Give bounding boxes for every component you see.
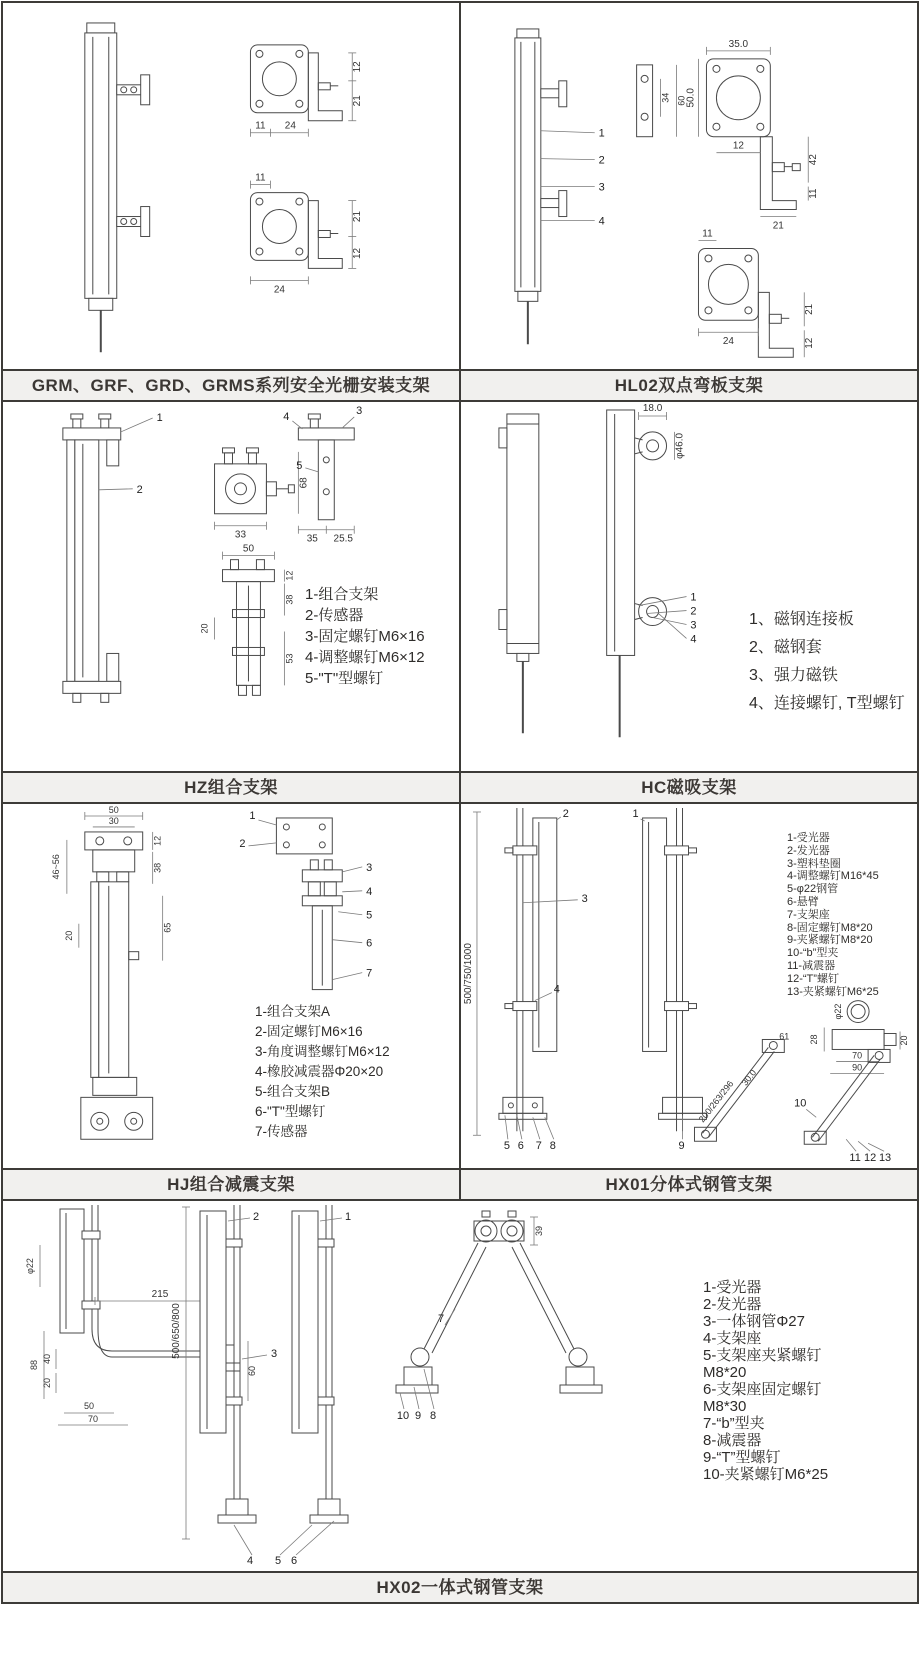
panel-title-hl02: HL02双点弯板支架 xyxy=(461,369,917,400)
dim-label: 40 xyxy=(42,1353,52,1365)
hj-assembly xyxy=(51,805,173,1139)
hj-detail-plate xyxy=(239,810,332,854)
dim-label: φ22 xyxy=(25,1258,35,1274)
panel-title-hx01: HX01分体式钢管支架 xyxy=(461,1168,917,1199)
hz-parts-list xyxy=(305,584,425,689)
callout-number: 3 xyxy=(581,892,588,905)
dim-label: 18.0 xyxy=(642,402,663,414)
dim-label: 42 xyxy=(808,154,820,166)
dim-label: φ46.0 xyxy=(674,432,686,459)
dim-label: 24 xyxy=(273,284,285,296)
dim-label: 38 xyxy=(284,594,295,605)
bracket-detail-top xyxy=(250,45,363,137)
bracket-detail-bottom xyxy=(698,228,815,357)
dim-label: 65 xyxy=(162,922,173,933)
callout-number: 2 xyxy=(598,154,605,167)
parts-list-item: 5-组合支架B xyxy=(255,1084,331,1099)
panel-title-hx02: HX02一体式钢管支架 xyxy=(3,1571,917,1602)
hx02-main-assembly xyxy=(171,1205,351,1567)
parts-list-item: 5-"T"型螺钉 xyxy=(305,670,384,687)
dim-label: 35.0 xyxy=(728,38,749,50)
dim-label: 61 xyxy=(779,1031,790,1042)
callout-number: 5 xyxy=(296,459,303,472)
hz-detail-plate xyxy=(215,448,310,541)
dim-label: 12 xyxy=(284,570,295,581)
arm-length-label: 200/263/296 xyxy=(696,1078,736,1125)
hz-detail-bracket xyxy=(283,405,362,545)
parts-list-item: 7-支架座 xyxy=(787,908,830,921)
callout-number: 8 xyxy=(549,1140,556,1153)
callout-number: 6 xyxy=(366,937,373,950)
parts-list-item: 2、磁钢套 xyxy=(749,639,822,656)
callout-number: 12 xyxy=(864,1152,877,1165)
parts-list-item: 2-传感器 xyxy=(305,607,364,624)
hc-front-view xyxy=(499,414,539,733)
callout-number: 4 xyxy=(553,983,560,996)
dim-label: 50.0 xyxy=(685,88,697,108)
parts-list-item: 12-“T”螺钉 xyxy=(787,972,839,985)
dim-label: 21 xyxy=(804,303,816,315)
dim-label: 25.5 xyxy=(333,533,353,545)
parts-list-item: 10-夹紧螺钉M6*25 xyxy=(703,1466,829,1483)
callout-number: 7 xyxy=(437,1313,445,1325)
panel-title-hj: HJ组合减震支架 xyxy=(3,1168,459,1199)
catalog-sheet xyxy=(1,1,919,1604)
panel-title-grm: GRM、GRF、GRD、GRMS系列安全光栅安装支架 xyxy=(3,369,459,400)
callout-number: 2 xyxy=(136,483,143,496)
callout-number: 1 xyxy=(156,411,163,424)
dim-label: 12 xyxy=(352,247,364,259)
parts-list-item: 1-组合支架 xyxy=(305,586,379,603)
callout-number: 3 xyxy=(690,619,697,632)
dim-label: 39 xyxy=(534,1225,544,1237)
callout-number: 4 xyxy=(690,633,697,646)
length-label: 500/650/800 xyxy=(171,1303,182,1359)
dim-label: 70 xyxy=(852,1050,863,1061)
parts-list-item: 3-固定螺钉M6×16 xyxy=(305,628,425,645)
callout-number: 4 xyxy=(366,885,373,898)
callout-number: 3 xyxy=(366,861,373,874)
callout-number: 1 xyxy=(344,1211,352,1223)
callout-number: 9 xyxy=(678,1140,685,1153)
parts-list-item: 11-减震器 xyxy=(787,959,836,972)
parts-list-item: 13-夹紧螺钉M6*25 xyxy=(787,985,879,998)
callout-number: 2 xyxy=(252,1211,260,1223)
dim-label: 215 xyxy=(151,1289,169,1300)
panel-title-hc: HC磁吸支架 xyxy=(461,771,917,802)
hx01-bars xyxy=(505,808,697,1131)
callout-number: 1 xyxy=(632,807,639,820)
dim-label: 50 xyxy=(108,804,119,815)
callout-number: 3 xyxy=(598,181,605,194)
parts-list-item: 1-组合支架A xyxy=(255,1004,331,1019)
dim-label: 20 xyxy=(199,623,210,634)
parts-list-item: 10-“b”型夹 xyxy=(787,947,839,960)
callout-number: 8 xyxy=(429,1410,437,1422)
dim-label: 20 xyxy=(899,1035,910,1046)
parts-list-item: 6-支架座固定螺钉 xyxy=(703,1381,822,1398)
parts-list-item: 4-橡胶减震器Φ20×20 xyxy=(255,1064,384,1079)
callout-leaders xyxy=(541,128,605,228)
parts-list-item: 5-φ22钢管 xyxy=(787,883,839,896)
parts-list-item: 4、连接螺钉, T型螺钉 xyxy=(749,695,905,712)
mini-bracket-detail xyxy=(637,65,687,137)
callout-number: 1 xyxy=(249,809,256,822)
panel-title-hz: HZ组合支架 xyxy=(3,771,459,802)
mounting-bracket-bottom xyxy=(117,207,150,237)
dim-label: 50 xyxy=(83,1401,95,1411)
parts-list-item: 1-受光器 xyxy=(787,832,830,844)
dim-label: 12 xyxy=(732,140,744,152)
parts-list-item: 3-一体钢管Φ27 xyxy=(703,1313,805,1330)
dim-label: 24 xyxy=(284,120,296,132)
callout-number: 5 xyxy=(366,909,373,922)
callout-number: 2 xyxy=(562,807,569,820)
parts-list-item: 6-悬臂 xyxy=(787,895,819,908)
dim-label: 35 xyxy=(306,533,318,545)
callout-number: 6 xyxy=(517,1140,524,1153)
dim-label: 30 xyxy=(108,815,119,826)
hx01-pipe-detail xyxy=(809,1001,909,1074)
light-curtain xyxy=(85,23,117,352)
callout-number: 7 xyxy=(366,967,373,980)
callout-number: 4 xyxy=(598,215,605,228)
dim-label: 33 xyxy=(234,529,247,541)
callout-number: 1 xyxy=(690,591,697,604)
dim-label: 46~56 xyxy=(50,854,61,880)
dim-label: 21 xyxy=(352,95,364,107)
parts-list-item: 9-“T”型螺钉 xyxy=(703,1449,781,1466)
parts-list-item: 8-固定螺钉M8*20 xyxy=(787,921,873,934)
parts-list-item: 4-调整螺钉M16*45 xyxy=(787,870,879,883)
dim-label: 68 xyxy=(298,477,310,489)
dim-label: 30.0 xyxy=(739,1067,759,1088)
panel-grm xyxy=(3,3,459,400)
dim-label: 12 xyxy=(152,835,163,846)
callout-number: 6 xyxy=(290,1555,298,1567)
parts-list-item: 1-受光器 xyxy=(703,1279,762,1296)
callout-number: 13 xyxy=(878,1152,892,1165)
parts-list-item: 7-传感器 xyxy=(255,1124,308,1139)
hc-side-view xyxy=(607,403,686,737)
dim-label: 38 xyxy=(152,862,163,873)
hj-detail-stack xyxy=(302,860,372,990)
hx01-length-dim xyxy=(463,812,481,1135)
parts-list-item: 2-固定螺钉M6×16 xyxy=(255,1024,363,1039)
row-1 xyxy=(3,3,917,402)
length-label: 500/750/1000 xyxy=(462,943,474,1005)
parts-list-item: M8*30 xyxy=(703,1398,747,1415)
dim-label: 88 xyxy=(29,1359,39,1371)
dim-label: 24 xyxy=(722,336,734,348)
dim-label: 60 xyxy=(247,1365,257,1377)
callout-number: 10 xyxy=(396,1410,410,1422)
hx02-a-frame xyxy=(396,1211,602,1422)
callout-number: 5 xyxy=(274,1555,282,1567)
parts-list-item: M8*20 xyxy=(703,1364,747,1381)
dim-label: 20 xyxy=(42,1377,52,1389)
callout-number: 2 xyxy=(239,837,246,850)
hc-parts-list xyxy=(749,606,905,718)
parts-list-item: 2-发光器 xyxy=(703,1296,762,1313)
callout-number: 1 xyxy=(598,127,605,140)
panel-hx02 xyxy=(3,1201,917,1602)
parts-list-item: 4-支架座 xyxy=(703,1330,762,1347)
callout-number: 4 xyxy=(283,410,290,423)
callout-number: 3 xyxy=(356,404,363,417)
callout-number: 9 xyxy=(414,1410,422,1422)
bracket-detail-top xyxy=(685,39,819,232)
dim-label: 20 xyxy=(63,930,74,941)
dim-label: 12 xyxy=(804,337,816,349)
parts-list-item: 7-“b”型夹 xyxy=(703,1415,765,1432)
dim-label: 34 xyxy=(660,92,671,103)
hx02-parts-list xyxy=(703,1279,828,1483)
dim-label: 11 xyxy=(702,228,713,240)
dim-label: 50 xyxy=(242,543,255,555)
parts-list-item: 4-调整螺钉M6×12 xyxy=(305,649,425,666)
hj-parts-list xyxy=(255,1002,390,1142)
parts-list-item: 5-支架座夹紧螺钉 xyxy=(703,1347,822,1364)
hc-callouts xyxy=(639,592,697,646)
parts-list-item: 3、强力磁铁 xyxy=(749,667,838,684)
parts-list-item: 9-夹紧螺钉M8*20 xyxy=(787,934,873,947)
dim-label: 11 xyxy=(255,172,266,184)
hx01-bases xyxy=(499,1097,707,1152)
parts-list-item: 8-减震器 xyxy=(703,1432,762,1449)
parts-list-item: 3-塑料垫圈 xyxy=(787,857,841,870)
dim-label: 70 xyxy=(87,1414,99,1424)
dim-label: 11 xyxy=(255,120,266,132)
callout-number: 10 xyxy=(794,1097,807,1110)
panel-hl02 xyxy=(459,3,917,400)
dim-label: 11 xyxy=(808,188,820,199)
callout-number: 4 xyxy=(246,1555,254,1567)
panel-hc xyxy=(459,402,917,802)
grm-drawing xyxy=(3,3,459,369)
dim-label: 12 xyxy=(352,61,364,73)
panel-hx01 xyxy=(459,804,917,1199)
hl02-drawing xyxy=(461,3,917,369)
parts-list-item: 1、磁钢连接板 xyxy=(749,611,854,628)
dim-label: 53 xyxy=(284,653,295,664)
callout-number: 11 xyxy=(849,1152,861,1165)
row-2 xyxy=(3,402,917,804)
parts-list-item: 2-发光器 xyxy=(787,844,830,857)
dim-label: φ22 xyxy=(833,1003,844,1020)
callout-number: 7 xyxy=(535,1140,542,1153)
hz-assembly xyxy=(63,412,163,702)
bracket-detail-bottom xyxy=(250,173,363,296)
dim-label: 90 xyxy=(852,1062,863,1073)
hx01-parts-list xyxy=(787,832,879,998)
mounting-bracket-top xyxy=(117,75,150,105)
dim-label: 60 xyxy=(676,95,687,106)
dim-label: 28 xyxy=(809,1034,820,1045)
parts-list-item: 3-角度调整螺钉M6×12 xyxy=(255,1044,390,1059)
callout-number: 5 xyxy=(503,1140,510,1153)
dim-label: 21 xyxy=(352,210,364,223)
row-4 xyxy=(3,1201,917,1602)
panel-hz xyxy=(3,402,459,802)
row-3 xyxy=(3,804,917,1201)
callout-number: 2 xyxy=(690,605,697,618)
hj-drawing xyxy=(3,804,459,1168)
callout-number: 3 xyxy=(270,1348,278,1360)
panel-hj xyxy=(3,804,459,1199)
parts-list-item: 6-"T"型螺钉 xyxy=(255,1104,326,1119)
hz-detail-stack xyxy=(200,544,295,696)
dim-label: 21 xyxy=(772,220,784,232)
